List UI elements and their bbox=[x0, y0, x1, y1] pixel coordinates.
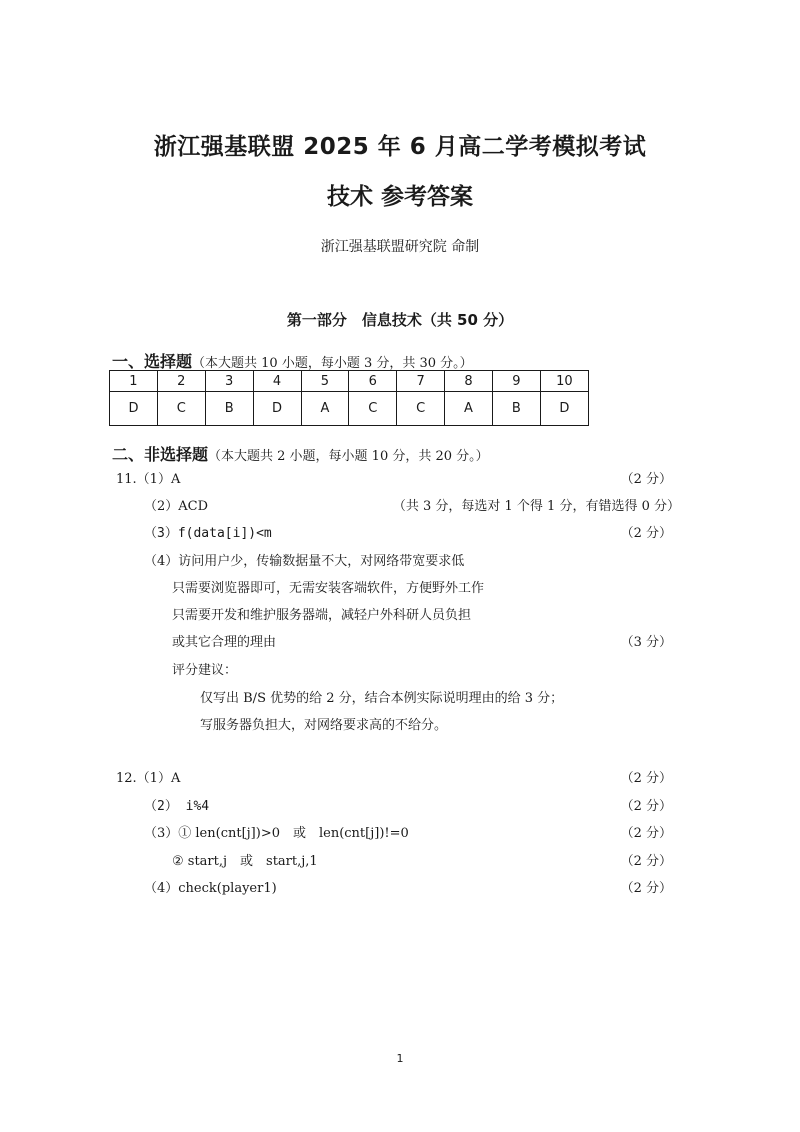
q12-part3a-score: （2 分） bbox=[620, 826, 672, 841]
q12-part2: （2） i%4 bbox=[144, 799, 210, 814]
part-title: 第一部分 信息技术（共 50 分） bbox=[286, 311, 514, 329]
answer-cell: C bbox=[157, 392, 205, 426]
q12-part3a: （3）① len(cnt[j])>0 或 len(cnt[j])!=0 bbox=[144, 826, 409, 841]
q12-part3b: ② start,j 或 start,j,1 bbox=[172, 854, 318, 869]
q12-part4: （4）check(player1) bbox=[144, 881, 277, 896]
section2-heading bbox=[112, 442, 489, 465]
rubric-item-2: 写服务器负担大，对网络要求高的不给分。 bbox=[200, 718, 448, 733]
q12-part1: 12.（1）A bbox=[116, 771, 181, 786]
q11-part4-line2: 只需要浏览器即可，无需安装客端软件，方便野外工作 bbox=[172, 581, 485, 596]
answer-cell: B bbox=[492, 392, 540, 426]
table-row-numbers bbox=[110, 371, 589, 392]
question-number-cell: 2 bbox=[157, 371, 205, 392]
q11-part2: （2）ACD bbox=[144, 499, 209, 514]
question-number-cell: 5 bbox=[301, 371, 349, 392]
issuer-line: 浙江强基联盟研究院 命制 bbox=[320, 239, 480, 255]
answer-cell: A bbox=[445, 392, 493, 426]
answer-key-subtitle: 技术 参考答案 bbox=[326, 184, 473, 210]
q11-part1: 11.（1）A bbox=[116, 472, 181, 487]
answer-cell: B bbox=[205, 392, 253, 426]
section1-heading-label: 一、选择题 bbox=[112, 352, 193, 371]
q11-part4-line3: 只需要开发和维护服务器端，减轻户外科研人员负担 bbox=[172, 608, 472, 623]
table-row-answers bbox=[110, 392, 589, 426]
question-number-cell: 4 bbox=[253, 371, 301, 392]
answer-cell: D bbox=[110, 392, 158, 426]
answer-cell: D bbox=[540, 392, 588, 426]
section1-heading bbox=[112, 349, 473, 372]
page-number: 1 bbox=[396, 1052, 404, 1065]
rubric-title: 评分建议： bbox=[172, 663, 238, 678]
q11-part2-score: （共 3 分，每选对 1 个得 1 分，有错选得 0 分） bbox=[392, 499, 680, 514]
answer-cell: A bbox=[301, 392, 349, 426]
question-number-cell: 9 bbox=[492, 371, 540, 392]
q12-part3b-score: （2 分） bbox=[620, 854, 672, 869]
question-number-cell: 7 bbox=[397, 371, 445, 392]
section2-note: （本大题共 2 小题，每小题 10 分，共 20 分。） bbox=[208, 449, 489, 464]
q11-part3: （3）f(data[i])<m bbox=[144, 526, 272, 541]
question-number-cell: 1 bbox=[110, 371, 158, 392]
exam-title: 浙江强基联盟 2025 年 6 月高二学考模拟考试 bbox=[153, 134, 647, 160]
q11-part1-score: （2 分） bbox=[620, 472, 672, 487]
choice-answer-table bbox=[109, 370, 589, 426]
q12-part1-score: （2 分） bbox=[620, 771, 672, 786]
section1-note: （本大题共 10 小题，每小题 3 分，共 30 分。） bbox=[192, 356, 473, 371]
q12-part4-score: （2 分） bbox=[620, 881, 672, 896]
q11-part4-score: （3 分） bbox=[620, 635, 672, 650]
answer-cell: D bbox=[253, 392, 301, 426]
question-number-cell: 6 bbox=[349, 371, 397, 392]
section2-heading-label: 二、非选择题 bbox=[112, 445, 209, 464]
q11-part3-score: （2 分） bbox=[620, 526, 672, 541]
question-number-cell: 3 bbox=[205, 371, 253, 392]
answer-cell: C bbox=[349, 392, 397, 426]
q11-part4-line4: 或其它合理的理由 bbox=[172, 635, 277, 650]
question-number-cell: 10 bbox=[540, 371, 588, 392]
q11-part4-line1: （4）访问用户少，传输数据量不大，对网络带宽要求低 bbox=[144, 554, 465, 569]
answer-cell: C bbox=[397, 392, 445, 426]
question-number-cell: 8 bbox=[445, 371, 493, 392]
q12-part2-score: （2 分） bbox=[620, 799, 672, 814]
rubric-item-1: 仅写出 B/S 优势的给 2 分，结合本例实际说明理由的给 3 分； bbox=[200, 691, 564, 706]
